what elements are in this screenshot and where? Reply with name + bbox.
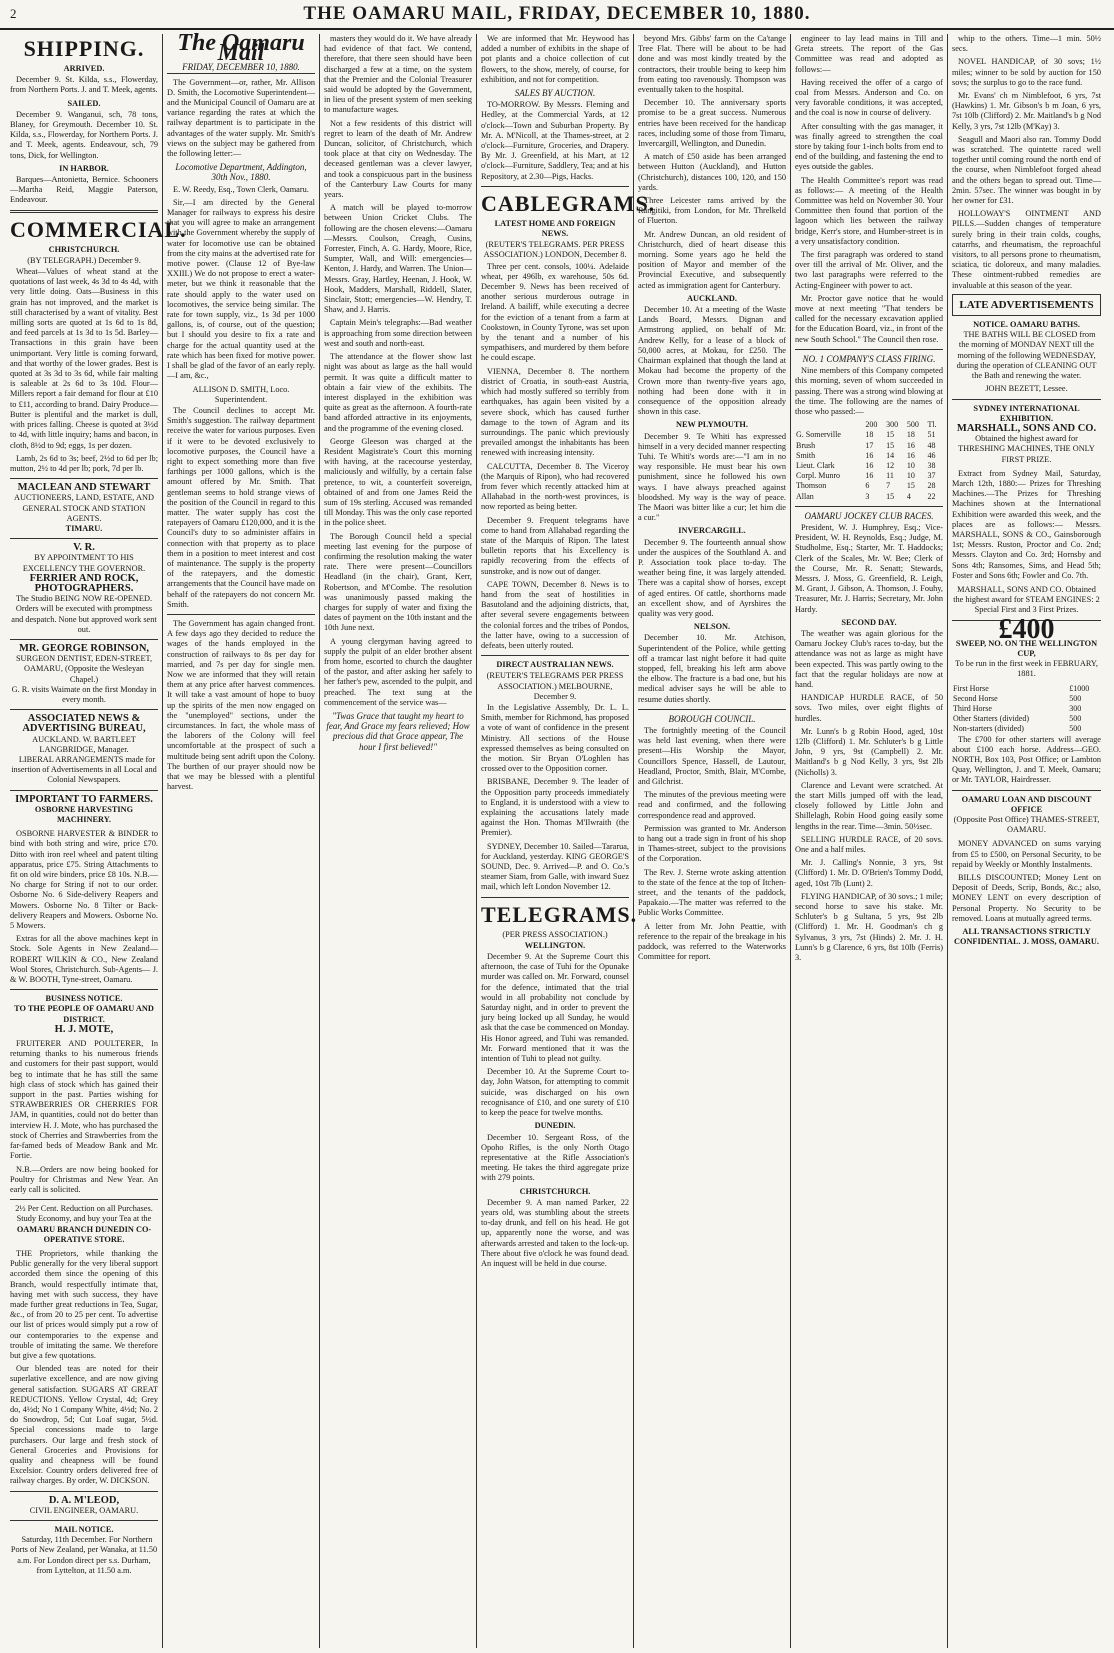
article-paragraph: A match of £50 aside has been arranged between Hutton (Auckland), and Hutton (Christchurch), distances 100, 120, and 150 yards. [638,152,786,192]
race-title: NOVEL HANDICAP, of 30 sovs; 1½ miles; winner to be sold by auction for 150 sovs; the surplus to go to the race fund. [952,57,1101,87]
table-cell: G. Somerville [796,430,841,440]
table-cell: 15 [886,440,895,450]
article-paragraph: The attendance at the flower show last night was about as large as the hall would permit. It was quite a difficult matter to obtain a fair view of the exhibits. The interest displayed in the exhibition was quite as great as the afternoon. A fourth-rate band afforded attractive in its enjoyments, and the programme of the evening closed. [324,352,472,433]
article-paragraph: The Health Committee's report was read as follows:— A meeting of the Health Committee was held on November 30. Your Committee then found that portion of the lagoon which lies between the railway bridge, Kerr's store, and Humber-street is in a very unsatisfactory condition. [795,175,943,246]
article-paragraph: December 10. Sergeant Ross, of the Opoho Rifles, is the only North Otago representative at the Rifle Association's meeting. He takes the third aggregate prize with 279 points. [481,1132,629,1183]
jockey-club-heading: OAMARU JOCKEY CLUB RACES. [804,510,934,521]
table-cell: 51 [927,430,936,440]
article-paragraph: George Gleeson was charged at the Resident Magistrate's Court this morning with having, at the racecourse yesterday, maliciously and wilfully, by a certain false pretence, to wit, a counterfeit sovereign, obtained of and from one James Reid the sum of 19s sterling. Accused was remanded till Monday. This was the only case reported in the police sheet. [324,436,472,528]
ad-line: TIMARU. [65,523,103,533]
ad-line: Obtained the highest award for THRESHING MACHINES, THE ONLY FIRST PRIZE. [958,434,1095,464]
table-cell: First Horse [953,683,989,693]
sailed-text: December 9. Wanganui, sch, 78 tons, Blaney, for Greymouth. December 10. St. Kilda, s.s., Flowerday, for Northern Ports. J. and T. Meek, agents. Endeavour, sch, 79 tons, Dick, for Wellington. [10,109,158,160]
article-paragraph: engineer to lay lead mains in Till and Greta streets. The report of the Gas Committee was read and adopted as follows:— [795,34,943,74]
ad-title: NOTICE. OAMARU BATHS. [973,320,1080,330]
article-paragraph: HOLLOWAY'S OINTMENT AND PILLS.—Sudden changes of temperature surely bring in their train colds, coughs, catarrhs, and rheumatism, the reproachful visitors, to all persons prone to rheumatism, sciatica, tic doloreux, and many maladies. These ointment-rubbed remedies are invaluable at this season of the year. [952,209,1101,290]
article-paragraph: Permission was granted to Mr. Anderson to hang out a trade sign in front of his shop in Thames-street, subject to the provisions of the Corporation. [638,823,786,864]
article-paragraph: Having received the offer of a cargo of coal from Messrs. Anderson and Co. on very favorable conditions, it was accepted, and the coal is now in course of delivery. [795,77,943,118]
ad-text: Extract from Sydney Mail, Saturday, March 12th, 1880:— Prizes for Threshing Machines.—The Prizes for Threshing Machines shown at the International Exhibition were awarded this week, and the places are as follows:— Messrs. MARSHALL, SONS & CO., Gainsborough 1st; Messrs. Ruston, Proctor and Co. 2nd; Messrs. Clayton and Co. 3rd; Hornsby and Sons 4th; Ransomes, Sims, and Head 5th; Foster and Sons 6th; Fowler and Co. 7th. [952,468,1101,580]
table-row [795,481,943,491]
ad-title: MARSHALL, SONS AND CO. [956,422,1097,434]
table-cell: Non-starters (divided) [953,724,1024,734]
table-cell: 12 [886,460,895,470]
divider [10,1199,158,1200]
race-result: Mr. J. Calling's Nonnie, 3 yrs, 9st (Clifford) 1. Mr. D. O'Brien's Tommy Dodd, aged, 10st 7lb (Lunt) 2. [795,858,943,888]
article-paragraph: December 10. Mr. Atchison, Superintendent of the Police, while getting off a tramcar last night before it had quite stopped, fell, breaking his left arm above the elbow. The fracture is a bad one, but his medical adviser says he will be able to resume duties shortly. [638,633,786,704]
table-cell: 4 [906,491,911,501]
ad-mote-fruiterer [10,994,158,1035]
article-paragraph: Three Leicester rams arrived by the Rangitiki, from London, for Mr. Threlkeld of Fluerton. [638,196,786,226]
race-result: FLYING HANDICAP, of 30 sovs.; 1 mile; second horse to save his stake. Mr. Schluter's b g Sultana, 5 yrs, 9st 2lb (Clifford) 1. Mr. H. Goodman's ch g Sylvanus, 3 yrs, 7st (Hinds) 2. Mr. J. H. Lunn's b g Clarence, 6 yrs, 8st 10lb (Ferris) 3. [795,891,943,963]
article-paragraph: Not a few residents of this district will regret to learn of the death of Mr. Andrew Duncan, solicitor, of Christchurch, which took place at that city on Wednesday. The deceased gentleman was a clever lawyer, and took a conspicuous part in the business of the Canterbury Law Courts for many years. [324,118,472,200]
divider [10,639,158,640]
table-cell: 18 [906,430,915,440]
ad-text: BILLS DISCOUNTED; Money Lent on Deposit of Deeds, Scrip, Bonds, &c.; also, MONEY LENT on every description of Personal Property. No Security to be removed. Loans at mutually agreed terms. [952,873,1101,923]
ad-loan-office [952,795,1101,836]
table-cell: 3 [865,491,870,501]
article-paragraph: The fortnightly meeting of the Council was held last evening, when there were present—His Worship the Mayor, Councillors Spence, Hassell, de Lautour, Headland, Proctor, Smith, Blair, M'Combe, and Gilchrist. [638,726,786,787]
table-cell: Lieut. Clark [796,460,835,470]
ad-name: H. J. MOTE, [54,1023,114,1035]
ad-marshall-steam [952,585,1101,616]
table-cell: 46 [927,450,936,460]
article-paragraph: After consulting with the gas manager, it was finally agreed to strengthen the coal store by taking four 1-inch bolts from end to end of the building, and fastening the end to eyes outside the gables. [795,121,943,172]
table-row [795,441,943,451]
newspaper-columns [6,30,1108,1648]
late-ads-banner [952,294,1101,316]
race-title: SELLING HURDLE RACE, of 20 sovs. One and a half miles. [795,834,943,855]
article-paragraph: December 9. At the Supreme Court this afternoon, the case of Tuhi for the Opunake murder was called on. Mr. Forward, counsel for the defence, intimated that the trial would in all probability not conclude by Saturday night, and in order to prevent the jury being locked up all Sunday, he would ask that the case be commenced on Monday. His Honor agreed, and Tuhi was remanded. Mr. Forward mentioned that it was the intention of Tuhi to plead not guilty. [481,952,629,1064]
article-paragraph: December 9. The fourteenth annual show under the auspices of the Southland A. and P. Association took place to-day. The weather being fine, it was largely attended. There was a capital show of horses, except of aged entires. Of cattle, shorthorns made an excellent show, and of Ayrshires the quality was very good. [638,537,786,618]
ad-line: MARSHALL, SONS AND CO. Obtained the highest award for STEAM ENGINES: 2 Special First and 3 First Prizes. [953,584,1100,615]
table-row [795,492,943,502]
table-header-cell: 500 [906,420,919,430]
article-paragraph: The first paragraph was ordered to stand over till the arrival of Mr. Oliver, and the two last paragraphs were referred to the Acting-Engineer with power to act. [795,250,943,290]
table-cell: Other Starters (divided) [953,714,1029,724]
table-cell: 300 [1069,703,1082,713]
article-paragraph: December 10. At a meeting of the Waste Lands Board, Messrs. Dignan and Armstrong applied, on behalf of Mr. Andrew Kelly, for a lease of a block of 50,000 acres, at Mokau, for £250. The Chairman explained that though the land at Mokau had become the property of the Crown more than twenty-five years ago, nothing had been done with it in consequence of the opposition already shown in this case. [638,305,786,417]
divider [638,709,786,710]
table-cell: 500 [1069,724,1082,734]
table-header-cell [795,420,864,430]
hymn-verse: "Twas Grace that taught my heart to fear, And Grace my fears relieved; How precious did that Grace appear, The hour I first believed!" [326,711,470,752]
column-6 [791,34,948,1648]
paper-title: The Oamaru Mail [177,30,305,67]
class-firing-heading: NO. 1 COMPANY'S CLASS FIRING. [802,353,936,364]
article-paragraph: The Government has again changed front. A few days ago they decided to reduce the wages of the hands employed in the construction of railways to 8s per day for married, and 7s per day for single men. Now we are informed that they will retain them at any price after harvest commences. It will take a vast amount of hope to buoy up the spirits of the men now engaged on the "unemployed" sections, under the circumstances. In fact, the whole mass of the laborers of the Colony will feel uncomfortable at the prospect of such a multitude being sent adrift upon the Colony. The burthen of our prayer should now be that we may be blessed with a plentiful harvest. [167,618,315,792]
table-cell: 500 [1069,693,1082,703]
ad-marshall-sons [952,404,1101,465]
borough-council-heading: BOROUGH COUNCIL. [668,713,756,724]
sweep-prize-rows [952,684,1101,735]
article-paragraph: A match will be played to-morrow between Union Cricket Clubs. The following are the chosen elevens:—Oamaru—Messrs. Coulson, Creagh, Cusins, Forrester, Finch, A. G. Hardy, Moore, Rice, Sumpter, Wall, and Will: emergencies—Kenton, J. Hardy, and Warren. The Union—Messrs. Gray, Hartley, Heenan, J. Hook, W. Hook, Madders, Marshall, Riddell, Slater, Sinclair, Stott; emergencies—W. Hendry, T. Shaw, and J. Harris. [324,203,472,315]
ad-text: THE BATHS WILL BE CLOSED from the morning of MONDAY NEXT till the morning of the following WEDNESDAY, during the operation of CLEANING OUT the Bath and renewing the water. [956,330,1097,381]
article-paragraph: Seagull and Maori also ran. Tommy Dodd was scratched. The quintette raced well together until coming round the north end of the course, when Nimblefoot forged ahead and the others began to spread out. Time—2min. 57sec. The winner was bought in by her owner for £31. [952,134,1101,206]
table-header-cell: 200 [865,420,878,430]
table-cell: 28 [927,481,936,491]
new-plymouth-heading: NEW PLYMOUTH. [676,420,748,430]
lamb-text: Lamb, 2s 6d to 3s; beef, 2½d to 6d per lb; mutton, 2½ to 4d per lb; pork, 7d per lb. [10,453,158,473]
article-paragraph: A letter from Mr. John Peattie, with reference to the repair of the breakage in his paddock, was referred to the Waterworks Committee for report. [638,921,786,962]
table-cell: 22 [927,491,936,501]
australian-news-source: (REUTER'S TELEGRAMS PER PRESS ASSOCIATION.) MELBOURNE, December 9. [486,671,624,701]
article-paragraph: We are informed that Mr. Heywood has added a number of exhibits in the shape of pot plants and a choice collection of cut flowers, to the show, merely, of course, for exhibition, and not for competition. [481,34,629,84]
table-cell: 16 [865,471,874,481]
ad-mleod-engineer [10,1496,158,1516]
article-paragraph: Mr. Proctor gave notice that he would move at next meeting "That tenders be called for the necessary excavation applied for the Education Board, viz., in front of the new South School." The Council then rose. [795,293,943,344]
article-paragraph: The Borough Council held a special meeting last evening for the purpose of confirming the resolution making the water rate. There were present—Councillors Headland (in the chair), Grant, Kerr, Robertson, and M'Combe. The resolution was unanimously passed making the charges for supply of water and fixing the dates of payment on the 10th instant and the 10th June next. [324,531,472,633]
article-paragraph: The minutes of the previous meeting were read and confirmed, and the following correspondence read and approved. [638,790,786,820]
ad-line: The Studio BEING NOW RE-OPENED. Orders will be executed with promptness and despatch. None but approved work sent out. [11,594,157,634]
article-paragraph: Captain Mein's telegraphs:—Bad weather is approaching from some direction between west and south and north-east. [324,318,472,348]
nelson-heading: NELSON. [693,622,731,632]
ad-maclean-stewart [10,483,158,534]
table-cell: 48 [927,440,936,450]
article-paragraph: Mr. Andrew Duncan, an old resident of Christchurch, died of heart disease this morning. Some years ago he held the position of Mayor and member of the Provincial Executive, and subsequently acted as immigration agent for Canterbury. [638,229,786,290]
ad-signature: ALL TRANSACTIONS STRICTLY CONFIDENTIAL. J. MOSS, OAMARU. [954,927,1099,947]
ad-text: N.B.—Orders are now being booked for Poultry for Christmas and New Year. An early call is solicited. [10,1164,158,1194]
ad-text: Saturday, 11th December. For Northern Ports of New Zealand, per Wanaka, at 11.50 a.m. For London direct per s.s. Durham, from Lyttelton, at 11.50 a.m. [10,1535,158,1575]
ad-line: 2½ Per Cent. Reduction on all Purchases. Study Economy, and buy your Tea at the [15,1204,153,1224]
divider [10,989,158,990]
divider [10,709,158,710]
ad-title: ASSOCIATED NEWS & ADVERTISING BUREAU, [22,713,146,735]
ad-title: IMPORTANT TO FARMERS. [15,793,153,805]
divider [10,538,158,539]
divider [481,186,629,187]
table-cell: 6 [865,481,870,491]
ad-news-bureau [10,714,158,785]
article-paragraph: In the Legislative Assembly, Dr. L. L. Smith, member for Richmond, has proposed a vote of want of confidence in the present Ministry. All sections of the House expressed themselves as being consulted on the motion. Sir Bryan O'Loghlen has crossed over to the Opposition corner. [481,702,629,774]
commercial-text: Wheat—Values of wheat stand at the quotations of last week, 4s 3d to 4s 4d, with very little doing. Oats—Business in this grain has not improved, and the market is still characterised by a want of vitality. Best milling sorts are quoted at 1s 6d to 1s 8d, and feed parcels at 1s 3d to 1s 5d. Barley—Transactions in this grain have been unimportant. Very little is coming forward, and that worthy of the lower grades. Best is quoted at 3s 3d to 3s 6d, while fair malting is saleable at 2s 6d to 3s 10d. Flour—Millers report a fair demand for flour at £10 to £11, according to brand. Dairy Produce—Butter is plentiful and the market is dull, with prices falling. Cheese is quoted at 3½d to 4d, with little inquiry; hams and bacon, in cloth, 8½d to 9d; eggs, 1s per dozen. [10,267,158,450]
ad-line: LIBERAL ARRANGEMENTS made for insertion of Advertisements in all Local and Colonial Newspapers. [11,754,157,785]
class-firing-table [795,420,943,502]
letter-heading: Locomotive Department, Addington, 30th Nov., 1880. [175,162,307,183]
ad-heading: TO THE PEOPLE OF OAMARU AND DISTRICT. [14,1004,154,1024]
article-paragraph: The weather was again glorious for the Oamaru Jockey Club's races to-day, but the attendance was not as large as might have been expected. This was partly owing to the fact that the regular holidays are now at hand. [795,628,943,689]
table-row [952,714,1101,724]
table-row [952,724,1101,734]
class-firing-rows [795,430,943,501]
ad-wellington-cup [952,639,1101,680]
article-paragraph: The Government—or, rather, Mr. Allison D. Smith, the Locomotive Superintendent—and the Municipal Council of Oamaru are at variance regarding the rates at which the railway department is to participate in the advantages of the water supply. Mr. Smith's views on the subject may be gathered from the following letter:— [167,77,315,159]
divider [10,1520,158,1521]
ad-line: G. R. visits Waimate on the first Monday in every month. [11,684,157,704]
table-cell: 37 [927,471,936,481]
telegrams-heading: TELEGRAMS. [481,901,638,927]
article-paragraph: The Council declines to accept Mr. Smith's suggestion. The railway department receive the water for various purposes. Even if it were to be devoted exclusively to locomotive purposes, the Council have a right to expect something more than five farthings per 1000 gallons, which is the amount offered by Mr. Smith. That gentleman seems to hold strange views of the position of the Council in regard to this matter. The water supply has cost the ratepayers of Oamaru £120,000, and it is the Council's duty to so administer affairs in connection with that property as to place them in a position to meet interest and cost of maintenance. The supply is the property of the ratepayers, and the domestic arrangements that the Council have made on behalf of the ratepayers do not concern Mr. Smith. [167,405,315,609]
article-paragraph: December 10. The anniversary sports promise to be a great success. Numerous entries have been received for the handicap races, including some of those from Timaru, Invercargill, Wellington, and Dunedin. [638,98,786,149]
column-5 [634,34,791,1648]
article-paragraph: December 9. Te Whiti has expressed himself in a very decided manner respecting Tuhi. Te Whiti's words are:—"I am in no way responsible. He must bear his own punishment, since he followed his own ways. I have always preached against bloodshed. My way is the way of peace. The Maori was bitter like a cur; let him die a cur." [638,431,786,523]
article-paragraph: December 10. At the Supreme Court to-day, John Watson, for attempting to commit suicide, was discharged on his own recognisance of £10, and one surety of £10 to keep the peace for twelve months. [481,1067,629,1118]
ad-heading: OAMARU BRANCH DUNEDIN CO-OPERATIVE STORE. [16,1224,152,1244]
article-paragraph: BRISBANE, December 9. The leader of the Opposition party proceeds immediately to England, it is understood with a view to explaining the accusations lately made against the Hon. Thomas M'Ilwraith (the Premier). [481,777,629,838]
mail-notice [10,1525,158,1576]
table-cell: Smith [796,450,816,460]
article-paragraph: Sir,—I am directed by the General Manager for railways to express his desire that you will agree to make an arrangement with the Government whereby the supply of water for locomotive use can be obtained from the city mains at the advertised rate for motive power. (Clause 12 of Bye-law XXIII.) We do not propose to erect a water-meter, but we think it reasonable that the rate should apply to the water used on locomotives, the service being similar. The rate for town supply, viz., 1s 3d per 1000 gallons, is, of course, out of the question; but I should you desire to fix a rate and charge for the actual quantity used at the rate which has been fixed for motive power. I shall be glad of the favor of an early reply.—I am, &c., [167,197,315,381]
table-cell: 11 [886,471,894,481]
table-cell: Corpl. Munro [796,471,840,481]
race-result: Mr. Evans' ch m Nimblefoot, 6 yrs, 7st (Hawkins) 1. Mr. Gibson's b m Joan, 6 yrs, 7st 10lb (Clifford) 2. Mr. Maitland's b g Nod Kelly, 3 yrs, 7st 12lb (M'Kay) 3. [952,91,1101,131]
ad-text: MONEY ADVANCED on sums varying from £5 to £500, on Personal Security, to be repaid by Weekly or Monthly Instalments. [952,839,1101,869]
table-cell: 500 [1069,714,1082,724]
ad-text: The £700 for other starters will average about £100 each horse. Address—GEO. NORTH, Box 103, Post Office; or Lambton Quay, Wellington, J. and T. Meek, Oamaru; or Mr. TAYLOR, Hairdresser. [952,734,1101,785]
cablegrams-source: (REUTER'S TELEGRAMS. PER PRESS ASSOCIATION.) LONDON, December 8. [483,240,627,260]
race-title: HANDICAP HURDLE RACE, of 50 sovs. Two miles, over eight flights of hurdles. [795,693,943,723]
ad-title: FERRIER AND ROCK, PHOTOGRAPHERS. [29,572,139,594]
table-cell: 17 [865,440,874,450]
article-paragraph: masters they would do it. We have already had evidence of that fact. We contend, therefore, that there seen should have been discharged a few at a time, on the system that the Premier and the Colonial Treasurer said would be adopted by the Government, in lieu of the present system of men seeking to manufacture wages. [324,34,472,115]
table-cell: Third Horse [953,703,992,713]
table-cell: £1000 [1069,683,1090,693]
table-cell: 16 [906,450,915,460]
telegrams-source: (PER PRESS ASSOCIATION.) [502,929,608,939]
dunedin-heading: DUNEDIN. [534,1121,576,1131]
harbor-heading: IN HARBOR. [59,163,109,173]
table-cell: Second Horse [953,693,998,703]
ad-ferrier-rock [10,543,158,635]
page-number: 2 [10,6,17,21]
race-result: Mr. Lunn's b g Robin Hood, aged, 10st 12lb (Clifford) 1. Mr. Schluter's b g Little John, 9 yrs, 9st (Campbell) 2. Mr. Maitland's b g Nod Kelly, 3 yrs, 9st 2lb (Nicholls) 3. [795,726,943,777]
article-paragraph: Clarence and Levant were scratched. At the start Mills jumped off with the lead, closely followed by Little John and Shillelagh, Robin Hood going easily some lengths in the rear. Time—3min. 50½sec. [795,780,943,831]
table-cell: 10 [906,471,915,481]
table-cell: 7 [886,481,891,491]
table-cell: 15 [886,430,895,440]
australian-news-heading: DIRECT AUSTRALIAN NEWS. [496,660,614,670]
ad-heading: SYDNEY INTERNATIONAL EXHIBITION. [973,403,1080,423]
article-paragraph: whip to the others. Time—1 min. 50½ secs. [952,34,1101,54]
article-paragraph: A young clergyman having agreed to supply the pulpit of an elder brother absent from home, escorted to church the daughter of the pastor, and after asking her safely to her father's pew, ascended to the pulpit, and preached. The text sung at the commencement of the service was— [324,636,472,707]
table-header-cell: 300 [886,420,899,430]
masthead [0,0,1114,30]
article-paragraph: SYDNEY, December 10. Sailed—Tararua, for Auckland, yesterday. KING GEORGE'S SOUND, Dec. 9. Arrived—P. and O. Co.'s steamer Siam, from Galle, with inward Suez mail, which left London November 12. [481,841,629,892]
letter-recipient: E. W. Reedy, Esq., Town Clerk, Oamaru. [173,184,309,194]
shipping-heading: SHIPPING. [23,36,145,61]
ad-line: SURGEON DENTIST, EDEN-STREET, OAMARU, (Opposite the Wesleyan Chapel.) [15,654,153,684]
paper-date: FRIDAY, DECEMBER 10, 1880. [167,62,315,73]
table-row [795,471,943,481]
commercial-heading: COMMERCIAL. [10,216,187,242]
column-3 [320,34,477,1648]
harbor-text: Barques—Antonietta, Bernice. Schooners—Martha Reid, Maggie Paterson, Endeavour. [10,175,158,205]
ad-text: Extras for all the above machines kept in Stock. Sole Agents in New Zealand— ROBERT WILKIN & CO., New Zealand Wool Stores, Christchurch. Sub-Agents— J. & W. BOOTH, Tyne-street, Oamaru. [10,934,158,985]
christchurch-heading: CHRISTCHURCH. [519,1186,591,1196]
wellington-heading: WELLINGTON. [524,940,586,950]
divider [952,790,1101,791]
ad-title: MACLEAN AND STEWART [17,482,151,494]
table-header-row [795,420,943,430]
article-paragraph: CALCUTTA, December 8. The Viceroy (the Marquis of Ripon), who had recovered from fever which recently attacked him at Allahabad in the north-west provinces, is now reported as being better. [481,461,629,512]
article-paragraph: The Rev. J. Sterne wrote asking attention to the state of the fence at the top of Itchen-street, and the tenants of the paddock, Papakaio.—The matter was referred to the Public Works Committee. [638,867,786,918]
table-row [952,684,1101,694]
column-4 [477,34,656,1648]
table-cell: 14 [886,450,895,460]
sales-heading: SALES BY AUCTION. [514,88,596,99]
table-cell: 15 [886,491,895,501]
sweep-prize-table [952,684,1101,735]
article-paragraph: CAPE TOWN, December 8. News is to hand from the seat of hostilities in Basutoland and the adjoining districts, that, after several severe engagements between the colonial forces and the tribes of Pondos, the latter have, owing to a succession of defeats, been utterly routed. [481,579,629,650]
column-1 [6,34,187,1648]
second-day-heading: SECOND DAY. [841,617,897,627]
divider [10,790,158,791]
article-paragraph: December 9. Frequent telegrams have come to hand from Allahabad regarding the state of the Marquis of Ripon. The latest bulletin reports that his Excellency is rapidly recovering from the effects of sunstroke, and is now out of danger. [481,515,629,576]
ad-title: MR. GEORGE ROBINSON, [18,642,150,654]
ad-heading: SWEEP, NO. ON THE WELLINGTON CUP, [955,638,1098,658]
divider [10,478,158,479]
table-row [952,704,1101,714]
table-cell: 16 [865,450,874,460]
table-cell: 10 [906,460,915,470]
table-cell: Allan [796,491,814,501]
ad-oamaru-baths [952,320,1101,394]
table-header-cell: Tl. [927,420,937,430]
ad-text: Our blended teas are noted for their superlative excellence, and are now giving general satisfaction. SUGARS AT GREAT REDUCTIONS. Yellow Crystal, 4d; Grey do, 4½d; No 1 Company White, 4½d; No. 2 do Snowdrop, 5d; Cut Loaf sugar, 5½d. Special concessions made to large purchasers. Our large and fresh stock of General Groceries and Provisions for quality and cheapness will be found Excelsior. Country orders delivered free of railway charges. By order, W. DICKSON. [10,1364,158,1486]
christchurch-heading: CHRISTCHURCH. [48,244,120,254]
article-paragraph: VIENNA, December 8. The northern district of Croatia, in south-east Austria, which had mostly suffered so terribly from earthquakes, has again been visited by a severe shock, which has caused further damage to the town of Agram and its surroundings. The panic which previously prevailed amongst the inhabitants has been renewed with increasing intensity. [481,366,629,458]
late-ads-heading: LATE ADVERTISEMENTS [959,298,1094,311]
arrived-heading: ARRIVED. [63,64,105,73]
table-cell: 18 [865,430,874,440]
article-paragraph: Nine members of this Company competed this morning, seven of whom succeeded in passing. There was a strong wind blowing at the time. The following are the names of those who passed:— [795,366,943,416]
table-cell: Thomson [796,481,827,491]
ad-line: (Opposite Post Office) THAMES-STREET, OAMARU. [953,815,1100,835]
ad-line: AUCKLAND. W. BARTLEET LANGBRIDGE, Manager. [32,734,136,754]
divider [10,210,158,213]
divider [952,399,1101,400]
ad-text: THE Proprietors, while thanking the Public generally for the very liberal support accorded them since the opening of this Branch, would respectfully intimate that, having met with such success, they have made further great reductions in Tea, Sugar, &c., of from 20 to 25 per cent. To advertise our list of prices would simply put a row of our contemporaries to the expense and trouble of imitating the same. We therefore but give a few quotations. [10,1248,158,1360]
table-cell: 16 [865,460,874,470]
ad-title: BUSINESS NOTICE. [45,994,123,1004]
divider [795,506,943,507]
divider [795,349,943,350]
column-7 [948,34,1105,1648]
table-cell: 15 [906,481,915,491]
ad-text: OSBORNE HARVESTER & BINDER to bind with both string and wire, price £70. Ditto with iron reel wheel and patent tilting apparatus, price £75. String Attachments to fit on old wire binders, price £8 10s. N.B.—No charge for String if not to our order. Osborne No. 6 Side-delivery Reapers and Mowers. Osborne No. 8 Tilter or Back-delivery Reapers and Mowers. Osborne No. 5 Mowers. [10,829,158,931]
table-row [952,694,1101,704]
article-paragraph: December 9. A man named Parker, 22 years old, was stumbling about the streets to-day drunk, and fell on his head. He got up, apparently none the worse, and was afterwards arrested and taken to the lock-up. There about five o'clock he was found dead. An inquest will be held in due course. [481,1197,629,1268]
sales-text: TO-MORROW. By Messrs. Fleming and Hedley, at the Commercial Yards, at 12 o'clock—Town and Suburban Property. By Mr. A. M'Nicoll, at the Thames-street, at 2 o'clock—Furniture, Groceries, and Drapery. By Mr. J. Greenfield, at his Mart, at 12 o'clock—Furniture, Saddlery, Tea; and at his Repository, at 2.30—Pigs, Hacks. [481,100,629,181]
table-cell: 16 [906,440,915,450]
table-cell: Brush [796,440,816,450]
arrived-text: December 9. St. Kilda, s.s., Flowerday, from Northern Ports. J. and T. Meek, agents. [10,75,158,95]
ad-robinson-dentist [10,644,158,705]
divider [481,897,629,898]
sailed-heading: SAILED. [67,98,101,108]
letter-signature: ALLISON D. SMITH, Loco. Superintendent. [192,384,290,404]
auckland-heading: AUCKLAND. [686,293,737,303]
ad-line: BY APPOINTMENT TO HIS EXCELLENCY THE GOVERNOR. [22,553,146,573]
ad-title: D. A. M'LEOD, [48,1494,120,1506]
ad-line: CIVIL ENGINEER, OAMARU. [29,1505,139,1515]
ad-text: FRUITERER AND POULTERER, In returning thanks to his numerous friends and customers for their past support, would beg to intimate that he has still the same high class of stock which has gained their support in the past. Parties wishing for STRAWBERRIES OR CHERRIES FOR JAM, in quantities, could not do better than interview H. J. Mote, who has purchased the stock of Cherries and Strawberries from the far-famed beds of Meadow Bank and Mr. Fortie. [10,1039,158,1161]
ad-line: AUCTIONEERS, LAND, ESTATE, AND GENERAL STOCK AND STATION AGENTS. [14,493,154,523]
column-2 [163,30,320,1648]
divider [481,655,629,656]
table-row [795,451,943,461]
article-paragraph: President, W. J. Humphrey, Esq.; Vice-President, W. H. Reynolds, Esq.; Judge, M. Studholme, Esq.; Starter, Mr. T. Haddocks; Clerk of the Scales, Mr. W. Bee; Clerk of the Course, Mr. R. Senatt; Stewards, Messrs. J. Moss, G. Greenfield, R. Leigh, M. Grant, J. Gibson, A. Thomson, J. Fouhy, Treasurer, Mr. J. Harris; Secretary, Mr. John Hardy. [795,522,943,614]
masthead-title: THE OAMARU MAIL, FRIDAY, DECEMBER 10, 1880. [303,3,811,24]
cablegrams-heading: CABLEGRAMS. [481,190,656,216]
article-paragraph: beyond Mrs. Gibbs' farm on the Ca'tange Tree Flat. There will be about to be had done and was most kindly treated by the contractors, their trouble being to keep him from eating too ravenously. Thompson was eventually taken to the hospital. [638,34,786,95]
ad-line: To be run in the first week in FEBRUARY, 1881. [955,659,1098,679]
table-row [795,430,943,440]
table-cell: 38 [927,460,936,470]
ad-heading: OAMARU LOAN AND DISCOUNT OFFICE [961,794,1092,814]
sweep-price: £400 [998,613,1055,645]
cablegrams-subheading: LATEST HOME AND FOREIGN NEWS. [494,218,616,239]
royal-cipher: V. R. [73,542,95,554]
divider [167,614,315,615]
invercargill-heading: INVERCARGILL. [678,526,746,536]
ad-osborne-machinery [10,795,158,826]
ad-signature: JOHN BEZETT, Lessee. [985,384,1068,394]
christchurch-date: (BY TELEGRAPH.) December 9. [27,255,141,265]
divider [10,1491,158,1492]
ad-cooperative-store [10,1204,158,1245]
ad-heading: OSBORNE HARVESTING MACHINERY. [34,804,134,824]
article-paragraph: Three per cent. consols, 100¼. Adelaide wheat, per 496lb, ex warehouse, 50s 6d. December 9. News has been received of another serious murderous outrage in Ireland. A bailiff, while executing a decree for the eviction of a tenant from a farm at Cookstown, in County Tyrone, was set upon by the tenant and a number of his sympathisers, and murdered by them before he could escape. [481,261,629,363]
table-row [795,461,943,471]
ad-title: MAIL NOTICE. [54,1525,114,1534]
